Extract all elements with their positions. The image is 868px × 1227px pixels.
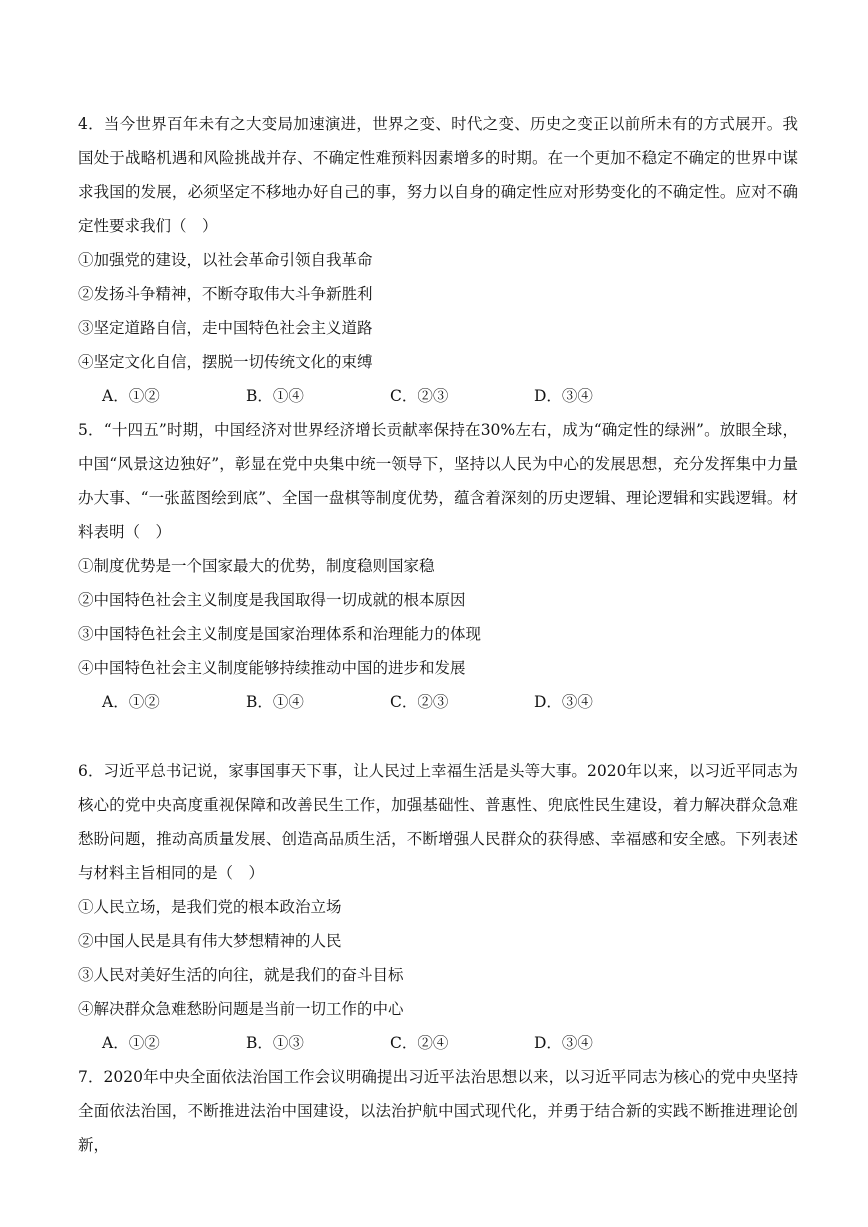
statement-4: ④解决群众急难愁盼问题是当前一切工作的中心 xyxy=(78,1000,404,1018)
answer-choices xyxy=(78,685,798,719)
statement-1: ①人民立场，是我们党的根本政治立场 xyxy=(78,898,342,916)
choice-b[interactable]: B．①③ xyxy=(246,1034,304,1052)
question-7 xyxy=(78,1060,798,1162)
choice-c[interactable]: C．②③ xyxy=(390,693,449,711)
statement-1: ①加强党的建设，以社会革命引领自我革命 xyxy=(78,251,373,269)
statement-2: ②中国特色社会主义制度是我国取得一切成就的根本原因 xyxy=(78,591,466,609)
statement-2: ②中国人民是具有伟大梦想精神的人民 xyxy=(78,932,342,950)
choice-d[interactable]: D．③④ xyxy=(534,387,593,405)
statement-1: ①制度优势是一个国家最大的优势，制度稳则国家稳 xyxy=(78,557,435,575)
statement-3: ③人民对美好生活的向往，就是我们的奋斗目标 xyxy=(78,966,404,984)
choice-a[interactable]: A．①② xyxy=(102,387,160,405)
statement-2: ②发扬斗争精神，不断夺取伟大斗争新胜利 xyxy=(78,285,373,303)
answer-choices xyxy=(78,1026,798,1060)
statement-4: ④坚定文化自信，摆脱一切传统文化的束缚 xyxy=(78,353,373,371)
question-stem: 5．“十四五”时期，中国经济对世界经济增长贡献率保持在30%左右，成为“确定性的绿洲”。放眼全球，中国“风景这边独好”，彰显在党中央集中统一领导下，坚持以人民为中心的发展思想，充分发挥集中力量办大事、“一张蓝图绘到底”、全国一盘棋等制度优势，蕴含着深刻的历史逻辑、理论逻辑和实践逻辑。材料表明（ ） xyxy=(78,421,798,541)
choice-d[interactable]: D．③④ xyxy=(534,693,593,711)
choice-b[interactable]: B．①④ xyxy=(246,387,304,405)
question-stem: 4．当今世界百年未有之大变局加速演进，世界之变、时代之变、历史之变正以前所未有的方式展开。我国处于战略机遇和风险挑战并存、不确定性难预料因素增多的时期。在一个更加不稳定不确定的世界中谋求我国的发展，必须坚定不移地办好自己的事，努力以自身的确定性应对形势变化的不确定性。应对不确定性要求我们（ ） xyxy=(78,115,798,235)
choice-c[interactable]: C．②④ xyxy=(390,1034,449,1052)
answer-choices xyxy=(78,379,798,413)
statement-4: ④中国特色社会主义制度能够持续推动中国的进步和发展 xyxy=(78,659,466,677)
question-4 xyxy=(78,107,798,413)
choice-c[interactable]: C．②③ xyxy=(390,387,449,405)
question-6 xyxy=(78,754,798,1060)
question-stem: 7．2020年中央全面依法治国工作会议明确提出习近平法治思想以来，以习近平同志为核心的党中央坚持全面依法治国，不断推进法治中国建设，以法治护航中国式现代化，并勇于结合新的实践不断推进理论创新， xyxy=(78,1068,798,1154)
question-5 xyxy=(78,413,798,719)
choice-d[interactable]: D．③④ xyxy=(534,1034,593,1052)
choice-a[interactable]: A．①② xyxy=(102,693,160,711)
statement-3: ③中国特色社会主义制度是国家治理体系和治理能力的体现 xyxy=(78,625,482,643)
choice-a[interactable]: A．①② xyxy=(102,1034,160,1052)
choice-b[interactable]: B．①④ xyxy=(246,693,304,711)
question-stem: 6．习近平总书记说，家事国事天下事，让人民过上幸福生活是头等大事。2020年以来，以习近平同志为核心的党中央高度重视保障和改善民生工作，加强基础性、普惠性、兜底性民生建设，着力解决群众急难愁盼问题，推动高质量发展、创造高品质生活，不断增强人民群众的获得感、幸福感和安全感。下列表述与材料主旨相同的是（ ） xyxy=(78,762,798,882)
statement-3: ③坚定道路自信，走中国特色社会主义道路 xyxy=(78,319,373,337)
